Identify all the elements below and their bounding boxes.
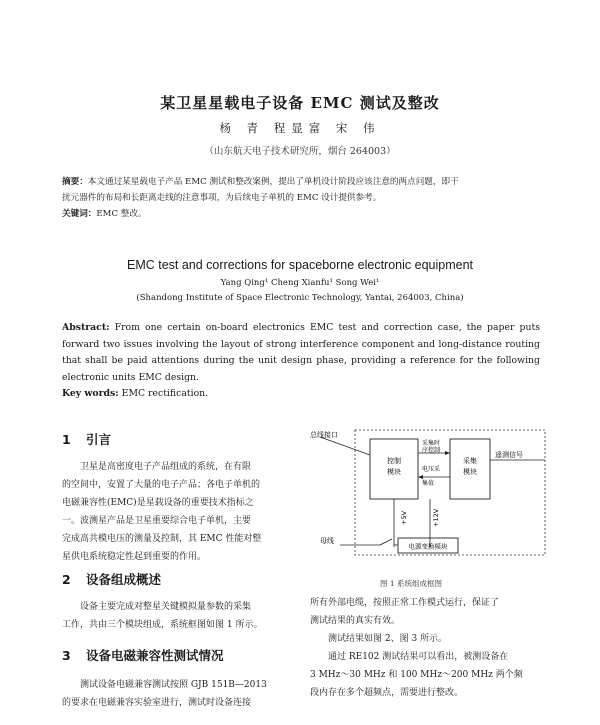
keywords-cn: 关键词：EMC 整改。 [62, 209, 147, 219]
control-module-label-1: 控制 [387, 457, 401, 465]
english-abstract [62, 320, 540, 403]
control-module-label-2: 模块 [387, 468, 401, 476]
abstract-cn-label: 摘要： [62, 177, 88, 187]
seq-control-label-2: 序控制 [422, 447, 441, 454]
acquisition-module-label-2: 模块 [463, 468, 477, 476]
plus12v-label: +12V [432, 508, 440, 527]
authors-cn: 杨 青 程显富 宋 伟 [219, 121, 381, 135]
english-keywords-label: Key words: [62, 388, 119, 399]
bus-interface-label: 总线接口 [310, 431, 338, 439]
abstract-cn-line1: 摘要：本文通过某星载电子产品 EMC 测试和整改案例，提出了单机设计阶段应该注意的两点问题，即干 [62, 177, 459, 187]
english-affiliation: (Shandong Institute of Space Electronic Technology, Yantai, 264003, China) [136, 293, 464, 303]
voltage-data-label-2: 集值 [422, 480, 435, 487]
seq-control-arrowhead [445, 451, 450, 455]
test-paragraph: 测试设备电磁兼容测试按照 GJB 151B—2013 的要求在电磁兼容实验室进行，测试时设备连接 [62, 680, 267, 708]
page-title: 某卫星星载电子设备 EMC 测试及整改 [160, 94, 440, 112]
keywords-cn-label: 关键词： [62, 209, 97, 219]
english-keywords: Key words: EMC rectification. [62, 388, 209, 399]
right-column-paragraph: 所有外部电缆，按照正常工作模式运行，保证了 测试结果的真实有效。 测试结果如图 2、图 3 所示。 通过 RE102 测试结果可以看出，被测设备在 3 MHz～30 MHz 和 100 MHz～200 MHz 两个频 段内存在多个超频点，需要进行整改。 [310, 598, 523, 698]
telemetry-label: 遥测信号 [495, 451, 523, 459]
acquisition-module-label-1: 采集 [463, 457, 477, 465]
english-title: EMC test and corrections for spaceborne electronic equipment [126, 258, 473, 272]
voltage-data-label-1: 电压采 [422, 466, 441, 473]
figure-1-diagram [310, 425, 550, 575]
section-3-heading: 3 设备电磁兼容性测试情况 [62, 648, 224, 663]
plus5v-label: +5V [400, 510, 408, 525]
power-line-label: 母线 [320, 537, 334, 545]
english-abstract-label: Abstract: [62, 322, 110, 333]
composition-paragraph: 设备主要完成对整星关键模拟量参数的采集 工作，共由三个模块组成，系统框图如图 1 所示。 [62, 602, 263, 630]
english-authors: Yang Qing¹ Cheng Xianfu¹ Song Wei¹ [220, 278, 380, 288]
intro-paragraph: 卫星是高密度电子产品组成的系统，在有限 的空间中，安置了大量的电子产品；各电子单机的 电磁兼容性(EMC)是星载设备的重要技术指标之 一。波测星产品是卫星重要综合电子单机，主要 完成高共模电压的测量及控制，其 EMC 性能对整 星供电系统稳定性起到重要的作用。 [62, 462, 262, 562]
bus-interface-line [320, 437, 370, 455]
section-1-heading: 1 引言 [62, 432, 112, 447]
section-2-heading: 2 设备组成概述 [62, 572, 162, 587]
affiliation-cn: （山东航天电子技术研究所，烟台 264003） [204, 146, 396, 157]
power-switch [380, 539, 392, 545]
figure-1-caption: 图 1 系统组成框图 [380, 579, 443, 588]
power-module-label: 电源变换模块 [408, 542, 448, 551]
seq-control-label-1: 采集时 [422, 440, 441, 447]
voltage-data-arrowhead [418, 475, 423, 479]
english-abstract-text: From one certain on-board electronics EMC test and correction case, the paper puts forward two issues involving the layout of strong interference component and long-distance routing that shall be paid attentions during the unit design phase, providing a reference for the following electronic units EMC design. [62, 322, 540, 383]
abstract-cn [62, 174, 540, 222]
abstract-cn-line2: 扰元器件的布局和长距离走线的注意事项，为后续电子单机的 EMC 设计提供参考。 [62, 193, 382, 203]
